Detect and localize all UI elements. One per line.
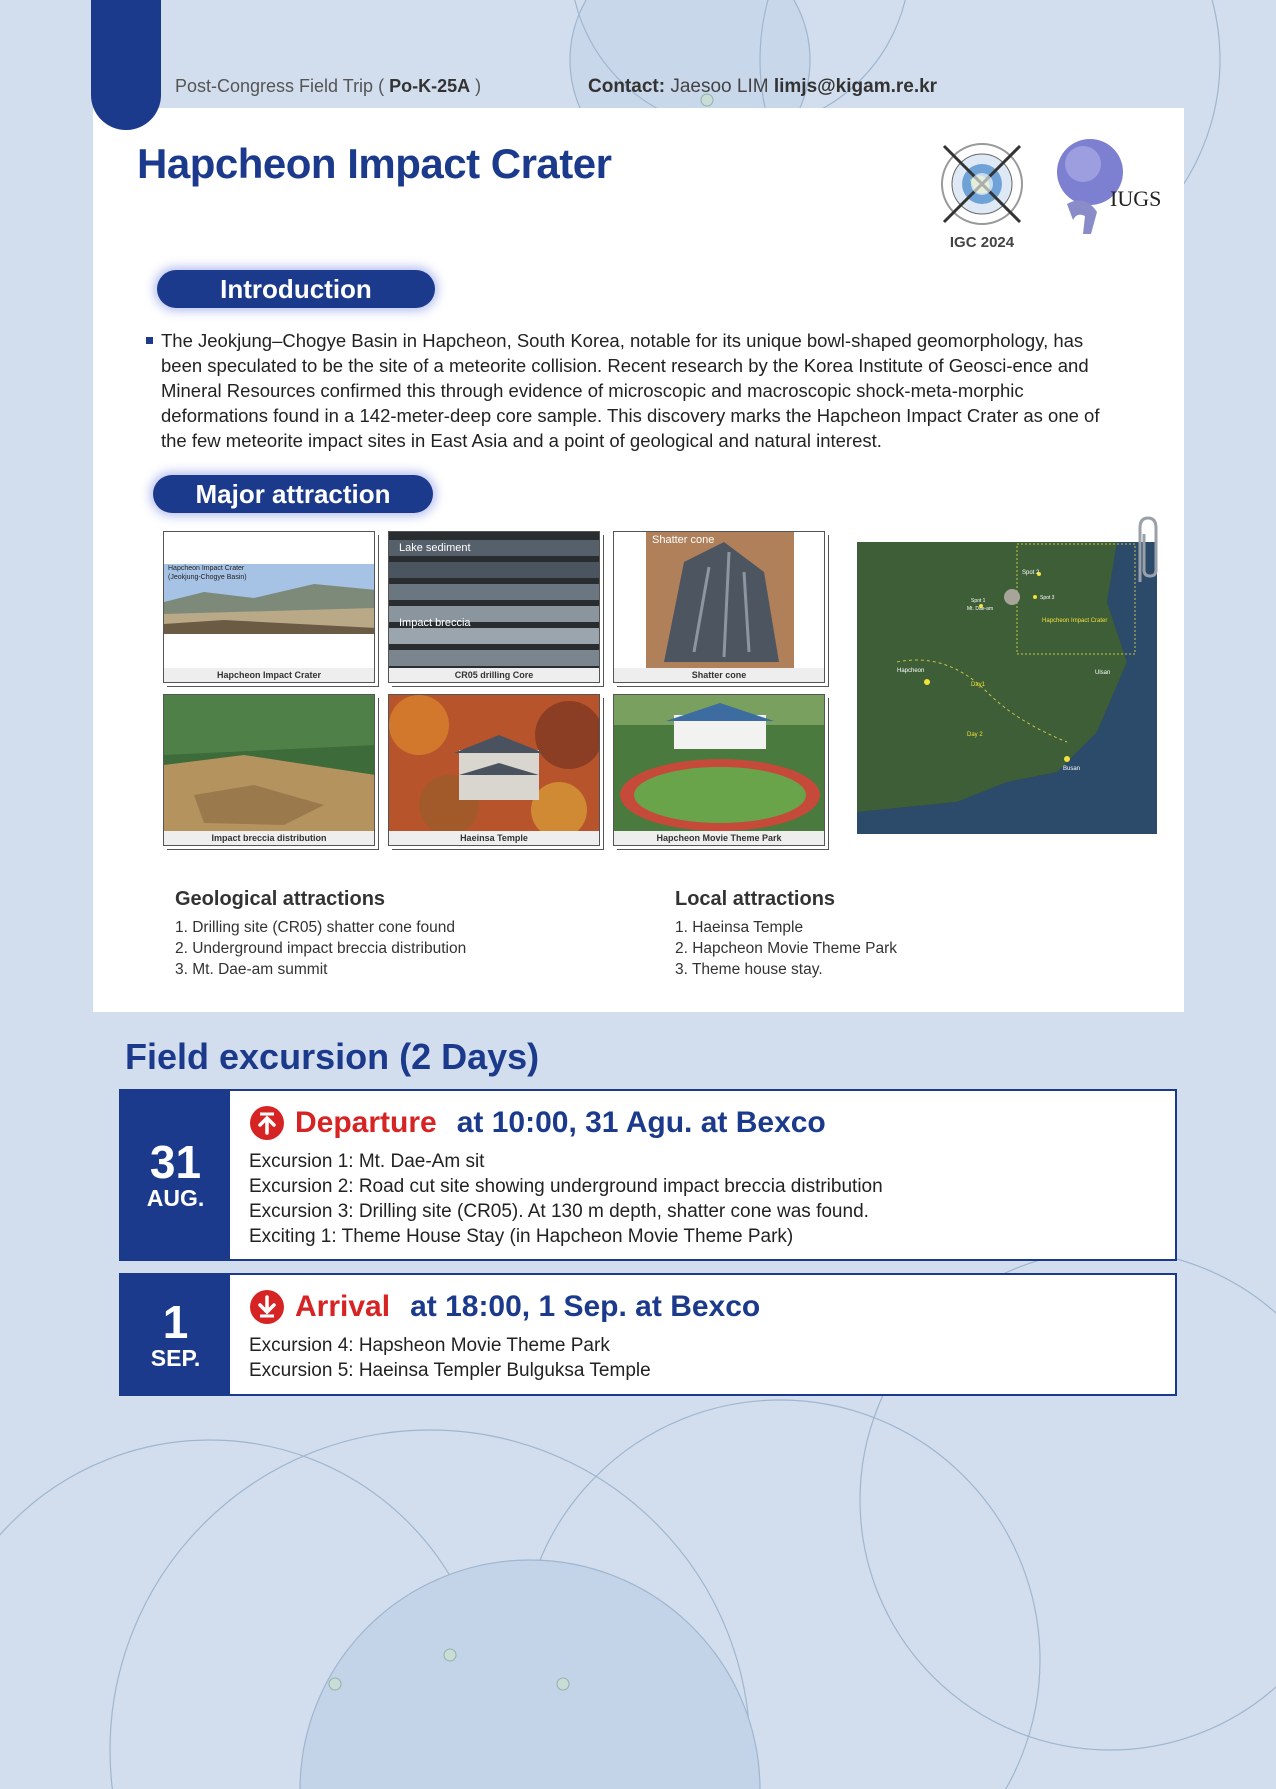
svg-text:Spot 1: Spot 1 [971, 598, 986, 604]
list-item: Excursion 3: Drilling site (CR05). At 130 m depth, shatter cone was found. [249, 1201, 869, 1222]
list-item: 3. Theme house stay. [675, 961, 823, 978]
photo-haeinsa-temple: Haeinsa Temple [388, 694, 600, 846]
list-item: Excursion 1: Mt. Dae-Am sit [249, 1151, 485, 1172]
svg-text:Busan: Busan [1063, 766, 1081, 772]
departure-detail: at 10:00, 31 Agu. at Bexco [456, 1106, 826, 1139]
svg-text:IUGS: IUGS [1110, 186, 1162, 211]
day-row-arrival [119, 1273, 1177, 1396]
list-item: Excursion 2: Road cut site showing underground impact breccia distribution [249, 1176, 883, 1197]
header-tab [91, 0, 161, 130]
paperclip-icon [1130, 512, 1164, 588]
trip-label: Post-Congress Field Trip ( Po-K-25A ) [175, 76, 482, 96]
list-item: 3. Mt. Dae-am summit [175, 961, 328, 978]
svg-text:Mt. Dae-am: Mt. Dae-am [967, 606, 994, 612]
departure-label: Departure [295, 1106, 437, 1139]
arrival-detail: at 18:00, 1 Sep. at Bexco [410, 1290, 761, 1323]
photo-shatter-cone: Shatter cone Shatter cone [613, 531, 825, 683]
bullet-icon [146, 337, 153, 344]
iugs-logo [1045, 134, 1163, 234]
photo-hapcheon-impact-crater: Hapcheon Impact Crater (Jeokjung-Chogye Basin) Hapcheon Impact Crater [163, 531, 375, 683]
date-badge: 31 AUG. [121, 1091, 230, 1259]
svg-text:Spot 2: Spot 2 [1022, 570, 1040, 576]
arrival-label: Arrival [295, 1290, 391, 1323]
svg-text:Spot 3: Spot 3 [1040, 595, 1055, 601]
photo-hapcheon-movie-theme-park: Hapcheon Movie Theme Park [613, 694, 825, 846]
list-item: 2. Hapcheon Movie Theme Park [675, 940, 897, 957]
list-item: 1. Drilling site (CR05) shatter cone found [175, 919, 455, 936]
photo-cr05-drilling-core: Lake sediment Impact breccia CR05 drilling Core [388, 531, 600, 683]
route-map [857, 542, 1157, 834]
introduction-text: The Jeokjung–Chogye Basin in Hapcheon, South Korea, notable for its unique bowl-shaped geomorphology, has been speculated to be the site of a meteorite collision. Recent research by the Korea Institute of Geosci-ence and Mineral Resources confirmed this through evidence of microscopic and macroscopic shock-meta-morphic deformations found in a 142-meter-deep core sample. This discovery marks the Hapcheon Impact Crater as one of the few meteorite impact sites in East Asia and a point of geological and natural interest. [146, 328, 1126, 453]
introduction-heading: Introduction [157, 270, 435, 308]
date-badge: 1 SEP. [121, 1275, 230, 1394]
list-item: 2. Underground impact breccia distribution [175, 940, 467, 957]
igc-logo [934, 136, 1030, 232]
contact-email[interactable]: limjs@kigam.re.kr [773, 76, 938, 97]
photo-impact-breccia-distribution: Impact breccia distribution [163, 694, 375, 846]
list-item: Excursion 5: Haeinsa Templer Bulguksa Temple [249, 1360, 651, 1381]
svg-text:Day1: Day1 [971, 682, 986, 688]
local-attractions: Local attractions 1. Haeinsa Temple 2. Hapcheon Movie Theme Park 3. Theme house stay. [675, 888, 897, 978]
svg-text:Day 2: Day 2 [967, 732, 983, 738]
contact-info: Contact: Jaesoo LIM limjs@kigam.re.kr [588, 76, 938, 97]
geological-attractions: Geological attractions 1. Drilling site (CR05) shatter cone found 2. Underground impact breccia distribution 3. Mt. Dae-am summit [175, 888, 467, 978]
svg-text:Ulsan: Ulsan [1095, 670, 1111, 676]
list-item: Excursion 4: Hapsheon Movie Theme Park [249, 1335, 610, 1356]
list-item: Exciting 1: Theme House Stay (in Hapcheon Movie Theme Park) [249, 1226, 794, 1247]
igc-caption: IGC 2024 [949, 234, 1015, 251]
svg-text:Hapcheon: Hapcheon [897, 668, 925, 674]
page-title: Hapcheon Impact Crater [137, 140, 612, 187]
day-row-departure [119, 1089, 1177, 1261]
major-attraction-heading: Major attraction [153, 475, 433, 513]
arrival-arrow-down-icon [249, 1289, 285, 1325]
field-excursion-title: Field excursion (2 Days) [125, 1036, 540, 1077]
departure-arrow-up-icon [249, 1105, 285, 1141]
svg-text:Hapcheon Impact Crater: Hapcheon Impact Crater [1042, 618, 1108, 624]
list-item: 1. Haeinsa Temple [675, 919, 804, 936]
